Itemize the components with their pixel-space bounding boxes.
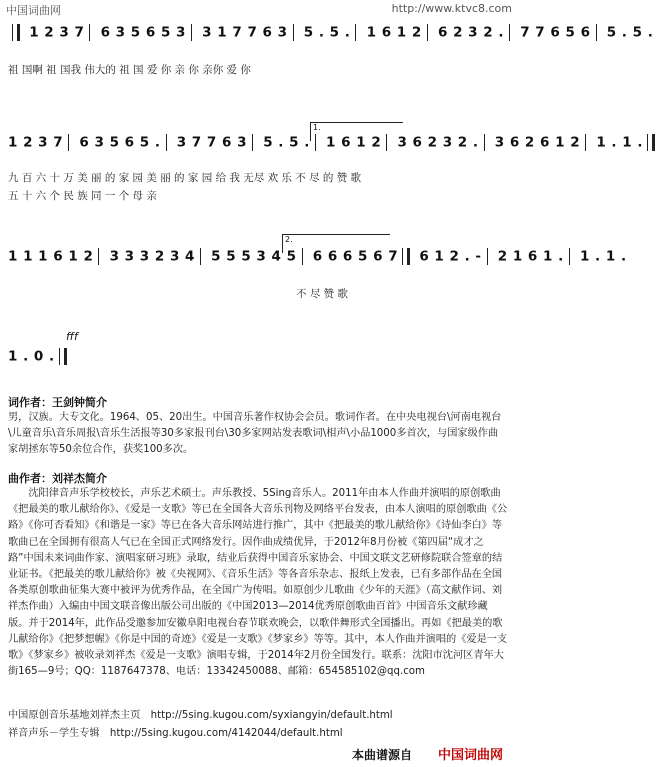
score-line-1 [8, 24, 654, 41]
dynamic-marking: fff [66, 330, 78, 343]
lyricist-bio: 男，汉族。大专文化。1964、05、20出生。中国音乐著作权协会会员。歌词作者。在中央电视台\河南电视台\儿童音乐\音乐周报\音乐生活报等30多家报刊台\30多家网站发表歌词\相声\小品1000多首次，与国家级作曲家胡拯东等50余位合作，获奖100多次。 [8, 412, 502, 456]
lyricist-heading: 词作者：王剑钟简介 [8, 396, 107, 409]
measure: 1 . 1 . [596, 134, 643, 151]
measure: 1 6 1 2 [366, 24, 422, 41]
measure: 5 . 5 . [263, 134, 310, 151]
measure: 1 2 3 7 [8, 134, 64, 151]
measure: 2 1 6 1 . [497, 248, 564, 265]
lyrics-line-1: 祖 国啊 祖 国我 伟大的 祖 国 爱 你 亲 你 亲你 爱 你 [8, 64, 251, 76]
measure: 3 3 3 2 3 4 [109, 248, 195, 265]
site-url[interactable]: http://www.ktvc8.com [391, 2, 512, 15]
measure: 1 2 3 7 [29, 24, 85, 41]
measure: 6 6 6 5 6 7 [312, 248, 399, 265]
measure: 6 1 2 . - [419, 248, 482, 265]
first-ending-bracket: 1. [310, 122, 403, 141]
measure: 5 . 5 . [606, 24, 654, 41]
link-student-album[interactable]: 祥音声乐－学生专辑 http://5sing.kugou.com/4142044/default.html [8, 728, 343, 739]
score-line-3 [8, 248, 627, 265]
lyrics-line-3: 不 尽 赞 歌 [296, 288, 349, 300]
measure: 3 6 2 3 2 . [397, 134, 479, 151]
measure: 3 6 2 6 1 2 [494, 134, 581, 151]
composer-bio: 沈阳律音声乐学校校长，声乐艺术硕士。声乐教授、5Sing音乐人。2011年由本人作曲并演唱的原创歌曲《把最美的歌儿献给你》、《爱是一支歌》等已在全国各大音乐刊物及网络平台发表，由本人演唱的原创歌曲《公路》《你可否看知》《和谐是一家》等已在各大音乐网站进行推广，其中《把最美的歌儿献给你》《诗仙李白》等歌曲已在全国拥有很高人气已在全国正式网络发行。因作曲成绩优异，于2012年8月份被《第四届“成才之路”中国未来词曲作家、演唱家研习班》录取，结业后获得中国音乐家协会、中国文联文艺研修院联合签章的结业证书。《把最美的歌儿献给你》被《央视网》、《音乐生活》等各音乐杂志、报纸上发表，已有多部作品在全国各类原创歌曲征集大赛中被评为优秀作品，在全国广为传唱。如原创少儿歌曲《少年的天涯》（高文献作词、刘祥杰作曲）入编由中国文联音像出版公司出版的《中国2013—2014优秀原创歌曲百首》中国音乐文献珍藏版。并于2014年，此作品受邀参加安徽阜阳电视台春节联欢晚会，以歌伴舞形式全国播出。再如《把最美的歌儿献给你》《把梦想幄》《你是中国的奇迹》《爱是一支歌》《梦家乡》等等。其中，本人作曲并演唱的《爱是一支歌》《梦家乡》被收录刘祥杰《爱是一支歌》演唱专辑，于2014年2月份全国发行。联系：沈阳市沈河区青年大街165—9号；QQ：1187647378、电话：13342450088、邮箱：654585102@qq.com [8, 488, 508, 678]
score-line-4 [8, 348, 510, 365]
measure: 7 7 6 5 6 [520, 24, 591, 41]
measure: 1 . 1 . [579, 248, 627, 265]
link-homepage[interactable]: 中国原创音乐基地刘祥杰主页 http://5sing.kugou.com/syxiangyin/default.html [8, 710, 393, 721]
second-ending-bracket: 2. [282, 234, 390, 253]
source-site-logo[interactable]: 中国词曲网 [438, 748, 504, 763]
lyrics-line-2b: 五 十 六 个 民 族 同 一 个 母 亲 [8, 190, 157, 202]
measure: 5 5 5 3 4 5 [211, 248, 297, 265]
final-barline [59, 348, 67, 365]
measure: 6 2 3 2 . [438, 24, 505, 41]
site-logo[interactable]: 中国词曲网 [6, 4, 61, 17]
measure: 1 1 1 6 1 2 [8, 248, 94, 265]
measure: 1 . 0 . [8, 348, 55, 365]
repeat-start-barline [12, 24, 20, 41]
score-line-2 [8, 134, 643, 151]
lyrics-line-2a: 九 百 六 十 万 美 丽 的 家 园 美 丽 的 家 园 给 我 无尽 欢 乐 不 尽 的 赞 歌 [8, 172, 362, 184]
measure: 3 7 7 6 3 [176, 134, 247, 151]
composer-heading: 曲作者：刘祥杰简介 [8, 472, 107, 485]
measure: 1 6 1 2 [326, 134, 382, 151]
measure: 6 3 5 6 5 . [79, 134, 161, 151]
measure: 5 . 5 . [303, 24, 351, 41]
measure: 3 1 7 7 6 3 [202, 24, 288, 41]
source-label: 本曲谱源自 [352, 748, 413, 762]
measure: 6 3 5 6 5 3 [100, 24, 186, 41]
